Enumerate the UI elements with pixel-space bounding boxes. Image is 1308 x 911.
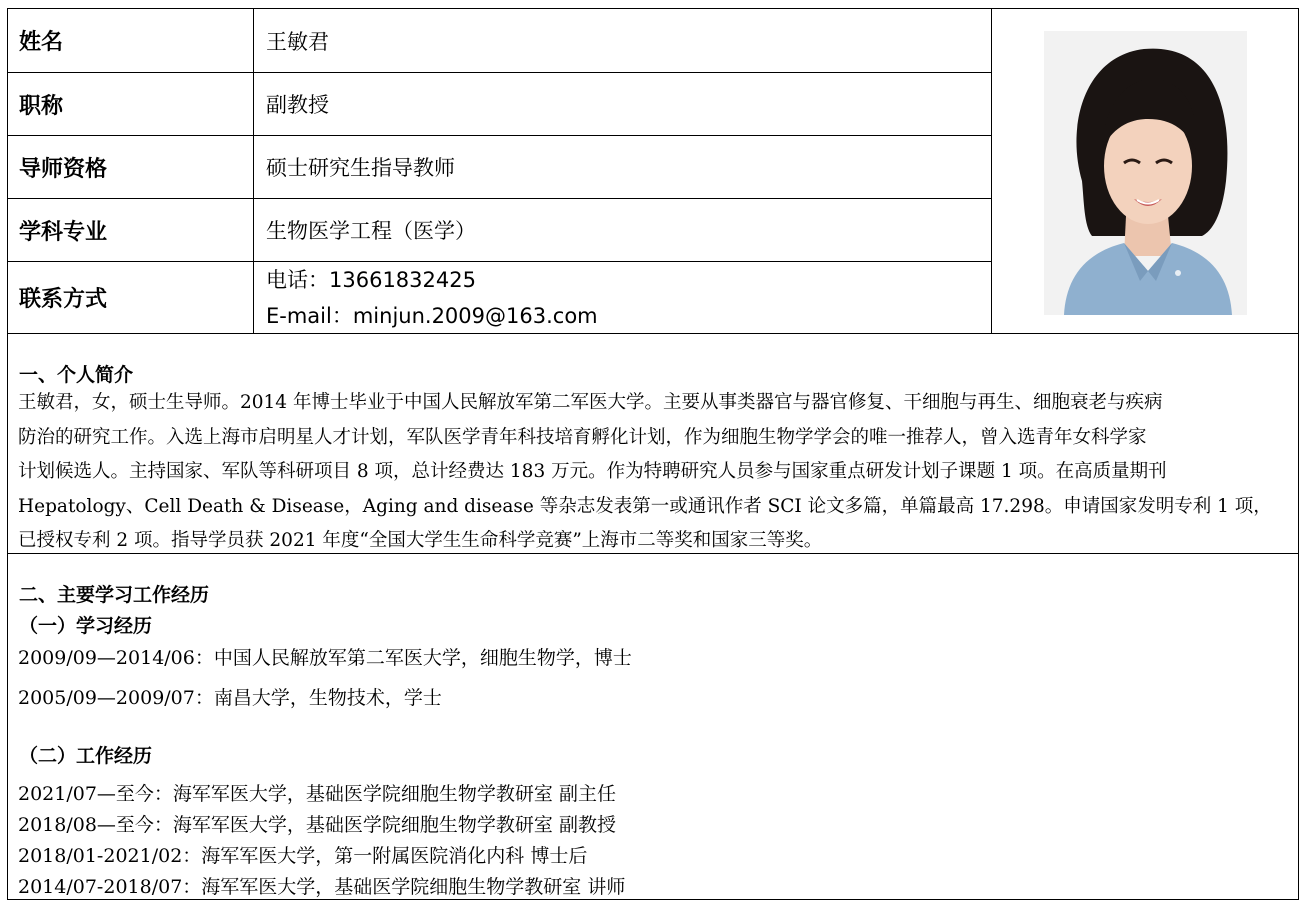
- title-label: 职称: [8, 73, 254, 135]
- supervisor-value: 硕士研究生指导教师: [266, 156, 455, 180]
- table-row: [8, 9, 991, 73]
- work-item: 2014/07-2018/07：海军军医大学，基础医学院细胞生物学教研室 讲师: [18, 876, 626, 898]
- table-row: [8, 136, 991, 199]
- bio-line: 王敏君，女，硕士生导师。2014 年博士毕业于中国人民解放军第二军医大学。主要从事类器官与器官修复、干细胞与再生、细胞衰老与疾病: [18, 392, 1163, 413]
- study-item: 2005/09—2009/07：南昌大学，生物技术，学士: [18, 687, 442, 709]
- discipline-label: 学科专业: [8, 199, 254, 261]
- contact-label: 联系方式: [8, 262, 254, 333]
- title-value: 副教授: [266, 93, 329, 117]
- bio-line: 计划候选人。主持国家、军队等科研项目 8 项，总计经费达 183 万元。作为特聘研究人员参与国家重点研发计划子课题 1 项。在高质量期刊: [18, 461, 1167, 482]
- work-item: 2018/08—至今：海军军医大学，基础医学院细胞生物学教研室 副教授: [18, 814, 616, 836]
- bio-line: Hepatology、Cell Death & Disease，Aging and disease 等杂志发表第一或通讯作者 SCI 论文多篇，单篇最高 17.298。申请国家发明专利 1 项，: [18, 495, 1272, 517]
- contact-value: [254, 262, 991, 333]
- table-row: [8, 199, 991, 262]
- study-title: （一）学习经历: [19, 615, 153, 637]
- study-item: 2009/09—2014/06：中国人民解放军第二军医大学，细胞生物学，博士: [18, 647, 632, 669]
- name-value: 王敏君: [266, 29, 329, 54]
- table-row: [8, 73, 991, 136]
- photo-cell: [991, 9, 1298, 333]
- phone-text: 电话：13661832425: [266, 267, 476, 292]
- profile-document: [7, 8, 1299, 900]
- bio-line: 已授权专利 2 项。指导学员获 2021 年度“全国大学生生命科学竞赛”上海市二等奖和国家三等奖。: [18, 530, 823, 551]
- bio-paragraph: [18, 386, 1293, 559]
- work-title: （二）工作经历: [19, 745, 153, 767]
- portrait-photo: [1044, 31, 1247, 315]
- email-text: E-mail：minjun.2009@163.com: [266, 303, 598, 328]
- profile-table: [8, 9, 1298, 333]
- table-row: [8, 262, 991, 333]
- work-item: 2018/01-2021/02：海军军医大学，第一附属医院消化内科 博士后: [18, 845, 588, 867]
- supervisor-label: 导师资格: [8, 136, 254, 198]
- discipline-value: 生物医学工程（医学）: [266, 219, 476, 243]
- name-label: 姓名: [8, 9, 254, 72]
- work-item: 2021/07—至今：海军军医大学，基础医学院细胞生物学教研室 副主任: [18, 783, 616, 805]
- experience-title: 二、主要学习工作经历: [19, 584, 210, 606]
- bio-title: 一、个人简介: [19, 364, 134, 386]
- bio-line: 防治的研究工作。入选上海市启明星人才计划，军队医学青年科技培育孵化计划，作为细胞生物学学会的唯一推荐人，曾入选青年女科学家: [18, 426, 1147, 448]
- bio-section: [8, 333, 1298, 554]
- experience-section: [8, 554, 1298, 901]
